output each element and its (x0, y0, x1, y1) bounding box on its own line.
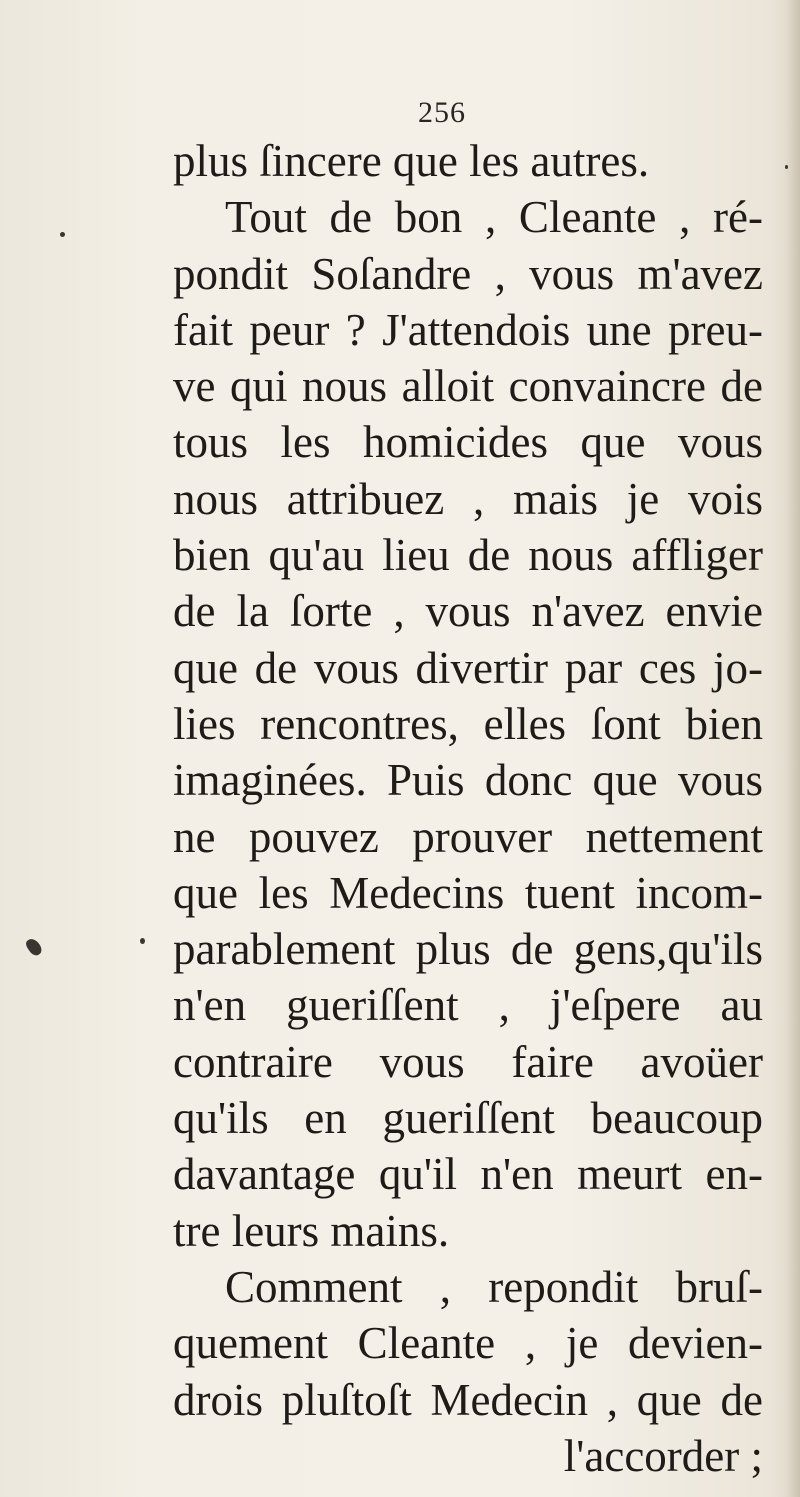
ink-speck (60, 232, 65, 237)
text-line: ve qui nous alloit convaincre de (173, 361, 763, 412)
text-line: lies rencontres, elles ſont bien (173, 698, 763, 749)
text-line: nous attribuez , mais je vois (173, 473, 763, 524)
body-text (173, 133, 763, 1484)
text-line: plus ſincere que les autres. (173, 136, 650, 186)
text-line: bien qu'au lieu de nous affliger (173, 530, 763, 581)
text-line: que de vous divertir par ces jo- (173, 642, 763, 693)
text-line: qu'ils en gueriſſent beaucoup (173, 1093, 763, 1144)
ink-speck (140, 938, 145, 944)
page-number: 256 (418, 96, 466, 129)
text-line: Comment , repondit bruſ- (225, 1261, 763, 1312)
text-line: quement Cleante , je devien- (173, 1318, 763, 1369)
text-line: fait peur ? J'attendois une preu- (173, 304, 763, 355)
text-line: imaginées. Puis donc que vous (173, 755, 763, 806)
text-line: Tout de bon , Cleante , ré- (225, 192, 763, 243)
text-line: n'en gueriſſent , j'eſpere au (173, 980, 763, 1031)
text-line: drois pluſtoſt Medecin , que de (173, 1374, 763, 1425)
text-line: parablement plus de gens,qu'ils (173, 924, 763, 975)
text-line: tous les homicides que vous (173, 417, 763, 468)
text-line: ne pouvez prouver nettement (173, 811, 763, 862)
text-line: de la ſorte , vous n'avez envie (173, 586, 763, 637)
text-line: tre leurs mains. (173, 1205, 450, 1256)
ink-speck (785, 165, 788, 169)
text-line: davantage qu'il n'en meurt en- (173, 1149, 763, 1200)
page-edge-shadow (786, 0, 800, 1497)
ink-speck (24, 936, 44, 958)
text-line: contraire vous faire avoüer (173, 1036, 763, 1087)
text-line: pondit Soſandre , vous m'avez (173, 248, 763, 299)
text-line: que les Medecins tuent incom- (173, 867, 763, 918)
text-line: l'accorder ; (563, 1430, 763, 1481)
